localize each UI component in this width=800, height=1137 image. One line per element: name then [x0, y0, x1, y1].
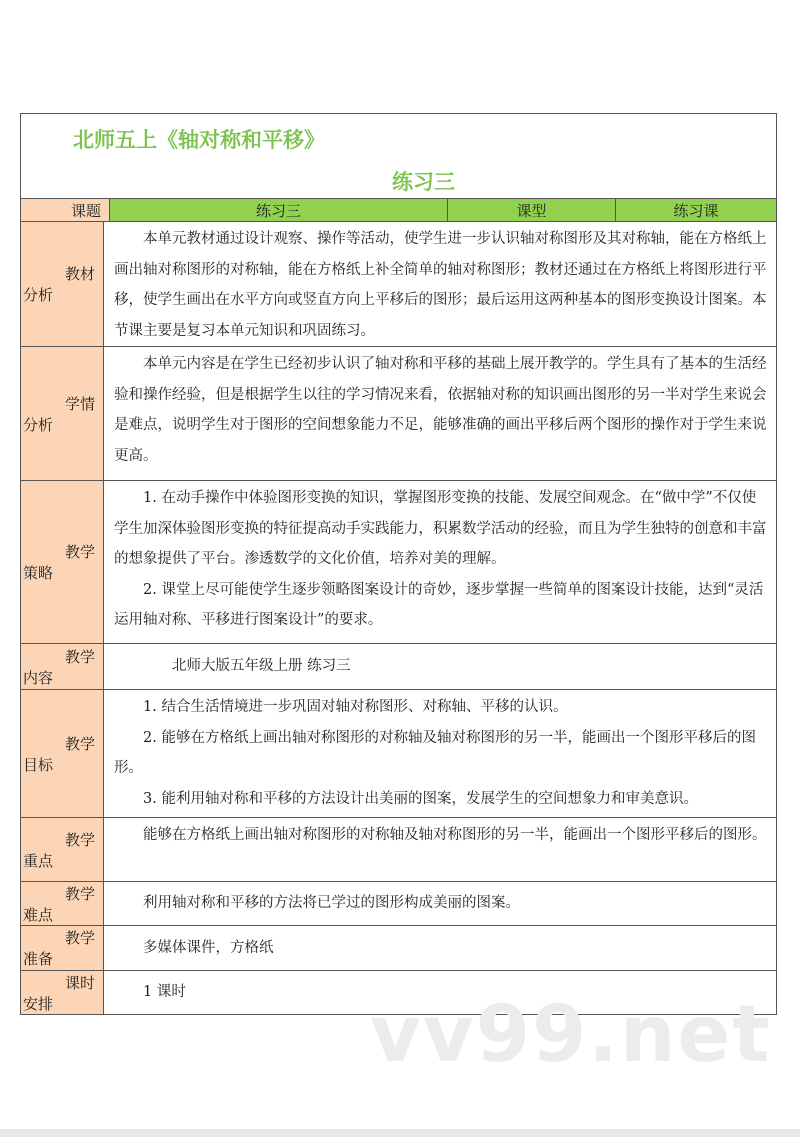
row-label [21, 926, 104, 970]
row-content [104, 644, 776, 689]
row-label-text: 教学 [64, 929, 95, 947]
table-row [21, 481, 776, 644]
paragraph: 多媒体课件，方格纸 [143, 939, 274, 956]
row-content [104, 222, 776, 346]
row-label-text: 重点 [23, 851, 54, 870]
row-label-text: 分析 [23, 286, 54, 304]
table-row [21, 690, 776, 818]
paragraph: 本单元内容是在学生已经初步认识了轴对称和平移的基础上展开教学的。学生具有了基本的生活经验和操作经验，但是根据学生以往的学习情况来看，依据轴对称的知识画出图形的另一半对学生来说会是难点，说明学生对于图形的空间想象能力不足，能够准确的画出平移后两个图形的操作对于学生来说更高。 [114, 356, 767, 464]
row-content [104, 926, 776, 970]
paragraph: 本单元教材通过设计观察、操作等活动，使学生进一步认识轴对称图形及其对称轴，能在方格纸上画出轴对称图形的对称轴，能在方格纸上补全简单的轴对称图形；教材还通过在方格纸上将图形进行平移，使学生画出在水平方向或竖直方向上平移后的图形；最后运用这两种基本的图形变换设计图案。本节课主要是复习本单元知识和巩固练习。 [114, 231, 767, 339]
row-label-text: 教学 [64, 543, 95, 561]
title-box [21, 114, 776, 199]
row-content [104, 882, 776, 925]
table-row [21, 882, 776, 926]
document-title: 北师五上《轴对称和平移》 [73, 128, 325, 152]
watermark: vv99.net [370, 990, 772, 1080]
row-content [104, 818, 776, 881]
header-topic: 练习三 [110, 199, 448, 221]
row-label-text: 目标 [23, 755, 54, 774]
row-label [21, 971, 104, 1014]
paragraph: 能够在方格纸上画出轴对称图形的对称轴及轴对称图形的另一半，能画出一个图形平移后的图形。 [143, 827, 767, 843]
row-label [21, 818, 104, 881]
row-label-text: 教学 [64, 647, 95, 666]
row-label-text: 内容 [23, 668, 54, 687]
paragraph: 1. 在动手操作中体验图形变换的知识，掌握图形变换的技能、发展空间观念。在“做中学”不仅使学生加深体验图形变换的特征提高动手实践能力，积累数学活动的经验，而且为学生独特的创意和丰富的想象提供了平台。渗透数学的文化价值，培养对美的理解。 [114, 490, 767, 567]
row-label-text: 教学 [64, 830, 95, 849]
row-label-text: 安排 [23, 994, 54, 1013]
row-label-text: 教学 [64, 734, 95, 753]
row-label-text: 策略 [23, 564, 54, 582]
paragraph: 2. 课堂上尽可能使学生逐步领略图案设计的奇妙，逐步掌握一些简单的图案设计技能，达到“灵活运用轴对称、平移进行图案设计”的要求。 [114, 581, 764, 628]
row-content [104, 347, 776, 480]
row-label [21, 347, 104, 480]
row-label-text: 学情 [64, 394, 95, 413]
table-row [21, 222, 776, 347]
table-row [21, 926, 776, 971]
document-subtitle: 练习三 [392, 170, 455, 194]
row-label [21, 644, 104, 689]
paragraph: 1. 结合生活情境进一步巩固对轴对称图形、对称轴、平移的认识。 [143, 699, 568, 715]
table-row [21, 644, 776, 690]
row-content [104, 690, 776, 817]
row-label [21, 690, 104, 817]
paragraph: 利用轴对称和平移的方法将已学过的图形构成美丽的图案。 [143, 895, 520, 912]
paragraph: 2. 能够在方格纸上画出轴对称图形的对称轴及轴对称图形的另一半，能画出一个图形平移后的图形。 [114, 729, 756, 776]
paragraph: 3. 能利用轴对称和平移的方法设计出美丽的图案，发展学生的空间想象力和审美意识。 [143, 790, 698, 807]
row-label [21, 222, 104, 346]
paragraph: 1 课时 [143, 984, 186, 1001]
header-label: 课题 [21, 199, 110, 221]
lesson-plan-table [20, 113, 777, 1015]
table-row [21, 818, 776, 882]
row-label-text: 课时 [64, 973, 95, 992]
paragraph: 北师大版五年级上册 练习三 [143, 658, 351, 675]
row-label-text: 准备 [23, 950, 54, 968]
row-content [104, 481, 776, 643]
header-row [21, 199, 776, 222]
row-label-text: 教材 [64, 265, 95, 283]
row-label-text: 分析 [23, 415, 54, 434]
bottom-bar [0, 1129, 800, 1137]
row-label-text: 难点 [23, 905, 54, 924]
row-label [21, 882, 104, 925]
row-label-text: 教学 [64, 884, 95, 903]
table-row [21, 347, 776, 481]
row-label [21, 481, 104, 643]
header-type-label: 课型 [448, 199, 616, 221]
header-type-value: 练习课 [673, 201, 719, 220]
